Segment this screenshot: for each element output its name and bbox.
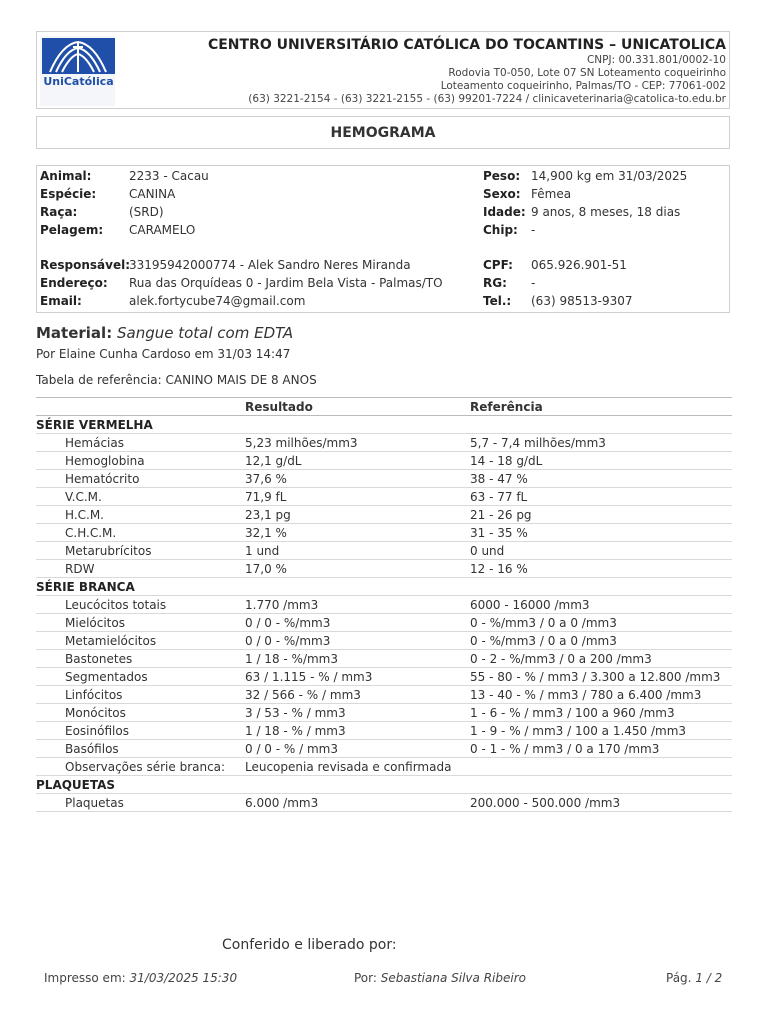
exam-name: Basófilos xyxy=(36,740,245,758)
exam-name: Bastonetes xyxy=(36,650,245,668)
material-label: Material: xyxy=(36,324,113,342)
institution-cnpj: CNPJ: 00.331.801/0002-10 xyxy=(586,54,726,66)
raca-label: Raça: xyxy=(40,205,78,219)
exam-result: 1.770 /mm3 xyxy=(245,596,470,614)
exam-name: Hemácias xyxy=(36,434,245,452)
institution-name: CENTRO UNIVERSITÁRIO CATÓLICA DO TOCANTINS – UNICATOLICA xyxy=(207,37,726,53)
exam-result: Leucopenia revisada e confirmada xyxy=(245,758,470,776)
table-row xyxy=(36,722,732,740)
exam-result: 32 / 566 - % / mm3 xyxy=(245,686,470,704)
cpf-label: CPF: xyxy=(483,258,513,272)
section-title: SÉRIE BRANCA xyxy=(36,578,732,596)
exam-name: Hematócrito xyxy=(36,470,245,488)
idade-value: 9 anos, 8 meses, 18 dias xyxy=(531,205,681,219)
table-row xyxy=(36,668,732,686)
table-row xyxy=(36,560,732,578)
exam-name: Observações série branca: xyxy=(36,758,245,776)
exam-name: Segmentados xyxy=(36,668,245,686)
footer-page-number: 1 / 2 xyxy=(695,971,723,985)
exam-reference: 21 - 26 pg xyxy=(470,506,732,524)
exam-name: RDW xyxy=(36,560,245,578)
exam-result: 1 / 18 - %/mm3 xyxy=(245,650,470,668)
section-title: PLAQUETAS xyxy=(36,776,732,794)
page-title: HEMOGRAMA xyxy=(330,125,436,141)
exam-name: Metamielócitos xyxy=(36,632,245,650)
exam-result: 17,0 % xyxy=(245,560,470,578)
exam-reference: 38 - 47 % xyxy=(470,470,732,488)
collected-by: Por Elaine Cunha Cardoso em 31/03 14:47 xyxy=(36,347,291,361)
results-header-row xyxy=(36,398,732,416)
table-row xyxy=(36,704,732,722)
table-row xyxy=(36,470,732,488)
exam-result: 32,1 % xyxy=(245,524,470,542)
footer-page-label: Pág. xyxy=(666,971,692,985)
results-body xyxy=(36,416,732,812)
tel-label: Tel.: xyxy=(483,294,512,308)
pelagem-value: CARAMELO xyxy=(129,223,196,237)
table-row xyxy=(36,488,732,506)
header-result: Resultado xyxy=(245,398,470,416)
institution-address-2: Loteamento coqueirinho, Palmas/TO - CEP: 77061-002 xyxy=(440,80,726,92)
tel-value: (63) 98513-9307 xyxy=(531,294,633,308)
sexo-value: Fêmea xyxy=(531,187,572,201)
exam-reference: 1 - 6 - % / mm3 / 100 a 960 /mm3 xyxy=(470,704,732,722)
email-label: Email: xyxy=(40,294,82,308)
exam-name: Metarubrícitos xyxy=(36,542,245,560)
table-row xyxy=(36,650,732,668)
exam-reference: 0 - 1 - % / mm3 / 0 a 170 /mm3 xyxy=(470,740,732,758)
table-row xyxy=(36,506,732,524)
footer-by-label: Por: xyxy=(354,971,377,985)
table-row xyxy=(36,524,732,542)
table-row xyxy=(36,542,732,560)
table-row xyxy=(36,794,732,812)
exam-reference: 14 - 18 g/dL xyxy=(470,452,732,470)
endereco-value: Rua das Orquídeas 0 - Jardim Bela Vista - Palmas/TO xyxy=(129,276,443,290)
section-row xyxy=(36,776,732,794)
exam-result: 71,9 fL xyxy=(245,488,470,506)
exam-name: H.C.M. xyxy=(36,506,245,524)
table-row xyxy=(36,614,732,632)
exam-result: 0 / 0 - %/mm3 xyxy=(245,614,470,632)
animal-value: 2233 - Cacau xyxy=(129,169,209,183)
header-reference: Referência xyxy=(470,398,732,416)
idade-label: Idade: xyxy=(483,205,526,219)
exam-name: Hemoglobina xyxy=(36,452,245,470)
exam-result: 6.000 /mm3 xyxy=(245,794,470,812)
exam-result: 1 / 18 - % / mm3 xyxy=(245,722,470,740)
section-row xyxy=(36,578,732,596)
table-row xyxy=(36,434,732,452)
table-row xyxy=(36,596,732,614)
exam-reference: 31 - 35 % xyxy=(470,524,732,542)
material-line xyxy=(36,324,293,342)
section-title: SÉRIE VERMELHA xyxy=(36,416,732,434)
exam-name: Leucócitos totais xyxy=(36,596,245,614)
table-row xyxy=(36,758,732,776)
logo-emblem-icon xyxy=(42,38,115,74)
pelagem-label: Pelagem: xyxy=(40,223,104,237)
email-value: alek.fortycube74@gmail.com xyxy=(129,294,306,308)
especie-label: Espécie: xyxy=(40,187,97,201)
peso-value: 14,900 kg em 31/03/2025 xyxy=(531,169,688,183)
exam-result: 37,6 % xyxy=(245,470,470,488)
exam-reference: 1 - 9 - % / mm3 / 100 a 1.450 /mm3 xyxy=(470,722,732,740)
footer-printed-at: 31/03/2025 15:30 xyxy=(129,971,238,985)
footer-by-name: Sebastiana Silva Ribeiro xyxy=(380,971,526,985)
section-row xyxy=(36,416,732,434)
exam-reference: 0 und xyxy=(470,542,732,560)
institution-address-1: Rodovia T0-050, Lote 07 SN Loteamento coqueirinho xyxy=(448,67,726,79)
animal-label: Animal: xyxy=(40,169,92,183)
institution-contacts: (63) 3221-2154 - (63) 3221-2155 - (63) 99201-7224 / clinicaveterinaria@catolica-to.edu.br xyxy=(248,93,726,105)
exam-result: 0 / 0 - %/mm3 xyxy=(245,632,470,650)
responsavel-value: 33195942000774 - Alek Sandro Neres Miranda xyxy=(129,258,411,272)
exam-reference: 5,7 - 7,4 milhões/mm3 xyxy=(470,434,732,452)
exam-reference: 63 - 77 fL xyxy=(470,488,732,506)
exam-result: 12,1 g/dL xyxy=(245,452,470,470)
footer-printed-by xyxy=(354,971,526,985)
responsavel-label: Responsável: xyxy=(40,258,131,272)
exam-result: 23,1 pg xyxy=(245,506,470,524)
header-exam xyxy=(36,398,245,416)
footer-printed-label: Impresso em: xyxy=(44,971,126,985)
exam-reference: 0 - %/mm3 / 0 a 0 /mm3 xyxy=(470,614,732,632)
peso-label: Peso: xyxy=(483,169,521,183)
table-row xyxy=(36,686,732,704)
chip-label: Chip: xyxy=(483,223,518,237)
chip-value: - xyxy=(531,223,536,237)
reference-table-line: Tabela de referência: CANINO MAIS DE 8 ANOS xyxy=(36,373,317,387)
sexo-label: Sexo: xyxy=(483,187,521,201)
especie-value: CANINA xyxy=(129,187,176,201)
signature-label: Conferido e liberado por: xyxy=(222,937,397,953)
exam-reference xyxy=(470,758,732,776)
exam-name: Monócitos xyxy=(36,704,245,722)
endereco-label: Endereço: xyxy=(40,276,108,290)
logo-emblem xyxy=(42,38,115,74)
exam-name: Eosinófilos xyxy=(36,722,245,740)
table-row xyxy=(36,632,732,650)
exam-reference: 200.000 - 500.000 /mm3 xyxy=(470,794,732,812)
exam-reference: 6000 - 16000 /mm3 xyxy=(470,596,732,614)
exam-result: 63 / 1.115 - % / mm3 xyxy=(245,668,470,686)
logo-text: UniCatólica xyxy=(43,75,114,88)
raca-value: (SRD) xyxy=(129,205,164,219)
exam-name: Linfócitos xyxy=(36,686,245,704)
footer-printed xyxy=(44,971,237,985)
table-row xyxy=(36,740,732,758)
exam-name: C.H.C.M. xyxy=(36,524,245,542)
exam-name: Mielócitos xyxy=(36,614,245,632)
rg-label: RG: xyxy=(483,276,507,290)
exam-name: V.C.M. xyxy=(36,488,245,506)
exam-result: 0 / 0 - % / mm3 xyxy=(245,740,470,758)
exam-reference: 0 - %/mm3 / 0 a 0 /mm3 xyxy=(470,632,732,650)
exam-name: Plaquetas xyxy=(36,794,245,812)
exam-result: 1 und xyxy=(245,542,470,560)
cpf-value: 065.926.901-51 xyxy=(531,258,627,272)
exam-reference: 55 - 80 - % / mm3 / 3.300 a 12.800 /mm3 xyxy=(470,668,732,686)
material-value: Sangue total com EDTA xyxy=(116,324,294,342)
exam-reference: 0 - 2 - %/mm3 / 0 a 200 /mm3 xyxy=(470,650,732,668)
exam-result: 3 / 53 - % / mm3 xyxy=(245,704,470,722)
table-row xyxy=(36,452,732,470)
results-table xyxy=(36,397,732,812)
rg-value: - xyxy=(531,276,536,290)
exam-result: 5,23 milhões/mm3 xyxy=(245,434,470,452)
exam-reference: 12 - 16 % xyxy=(470,560,732,578)
exam-reference: 13 - 40 - % / mm3 / 780 a 6.400 /mm3 xyxy=(470,686,732,704)
footer-page xyxy=(666,971,722,985)
